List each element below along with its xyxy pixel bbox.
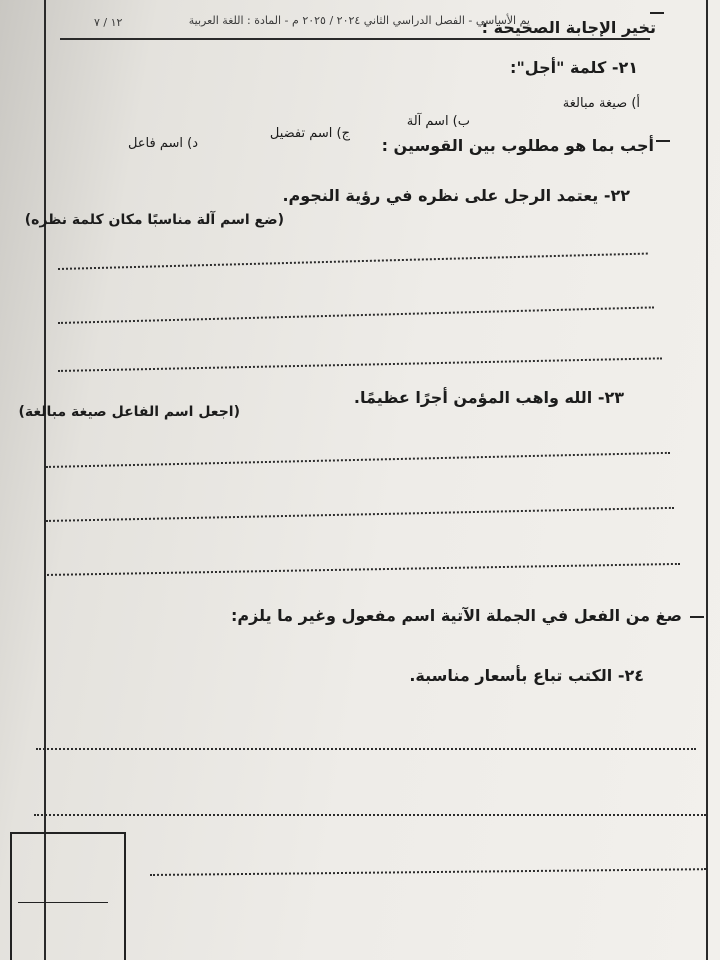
section-choose-title: تخير الإجابة الصحيحة : [481, 18, 656, 37]
q24-stem: ٢٤- الكتب تباع بأسعار مناسبة. [409, 666, 644, 685]
q22-hint: (ضع اسم آلة مناسبًا مكان كلمة نظره) [24, 212, 284, 228]
page-number: ١٢ / ٧ [94, 16, 123, 29]
section-form-title: صغ من الفعل في الجملة الآتية اسم مفعول وغير ما يلزم: [230, 606, 682, 625]
q23-hint: (اجعل اسم الفاعل صيغة مبالغة) [18, 404, 240, 420]
answer-line [34, 814, 706, 816]
q21-stem: ٢١- كلمة "أجل": [510, 58, 638, 77]
q22-stem: ٢٢- يعتمد الرجل على نظره في رؤية النجوم. [282, 186, 630, 205]
q21-option-d: د) اسم فاعل [127, 136, 198, 151]
q23-stem: ٢٣- الله واهب المؤمن أجرًا عظيمًا. [353, 388, 624, 407]
section-answer-title: أجب بما هو مطلوب بين القوسين : [381, 136, 654, 155]
q21-option-b: ب) اسم آلة [406, 114, 470, 129]
section-dash [690, 616, 704, 618]
q21-option-c: ج) اسم تفضيل [269, 126, 350, 141]
section-dash [650, 12, 664, 14]
q21-option-a: أ) صيغة مبالغة [562, 96, 640, 111]
header-exam-info: يم الأساسي - الفصل الدراسي الثاني ٢٠٢٤ / ٢٠٢٥ م - المادة : اللغة العربية [188, 14, 530, 27]
section-dash [656, 140, 670, 142]
answer-line [36, 748, 696, 750]
score-box [10, 832, 126, 960]
score-box-divider [18, 902, 108, 903]
